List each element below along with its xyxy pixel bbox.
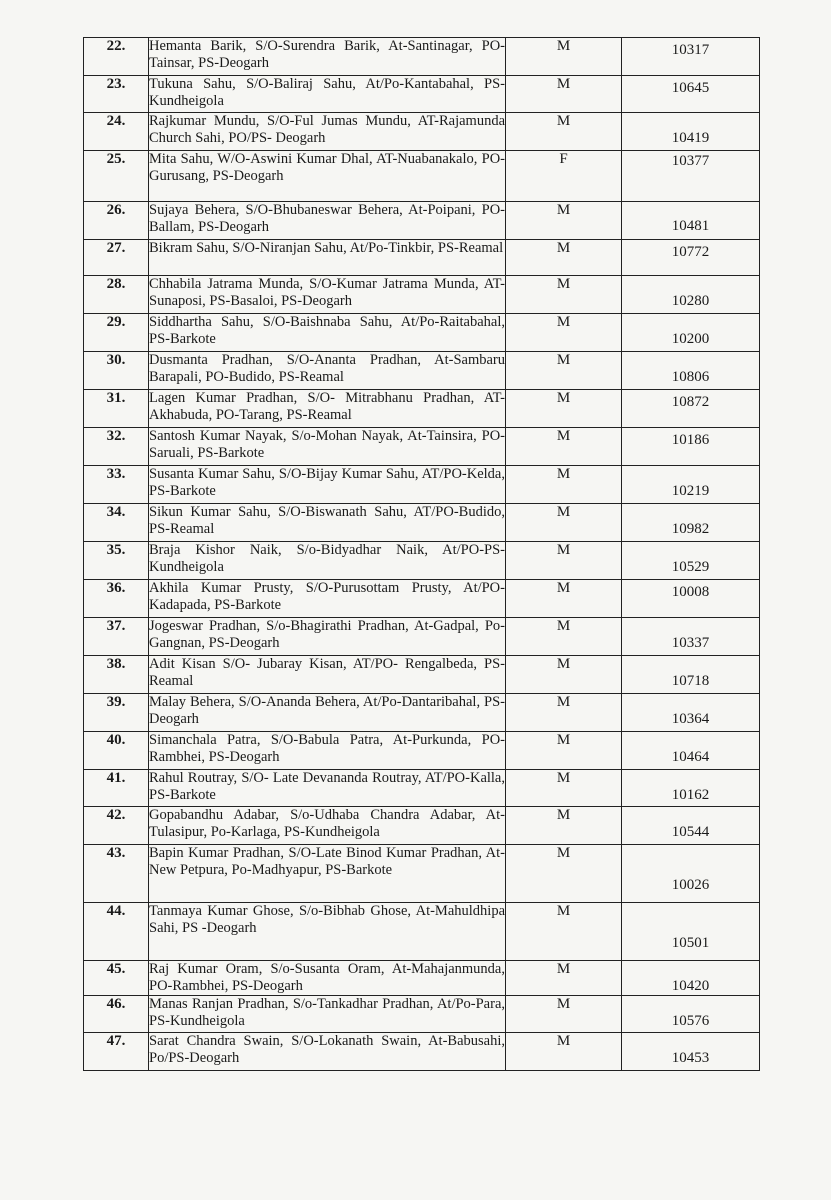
name-address-cell: Sikun Kumar Sahu, S/O-Biswanath Sahu, AT/PO-Budido, PS-Reamal — [149, 504, 506, 542]
serial-number-cell: 29. — [84, 314, 149, 352]
serial-number-cell: 37. — [84, 618, 149, 656]
serial-number-cell: 42. — [84, 807, 149, 845]
registration-number-cell: 10544 — [622, 807, 760, 845]
sex-cell: M — [506, 903, 622, 961]
registration-number-cell: 10026 — [622, 845, 760, 903]
serial-number-cell: 45. — [84, 961, 149, 996]
serial-number-cell: 26. — [84, 202, 149, 240]
name-address-cell: Malay Behera, S/O-Ananda Behera, At/Po-Dantaribahal, PS-Deogarh — [149, 694, 506, 732]
serial-number-cell: 43. — [84, 845, 149, 903]
name-address-cell: Bapin Kumar Pradhan, S/O-Late Binod Kumar Pradhan, At-New Petpura, Po-Madhyapur, PS-Barkote — [149, 845, 506, 903]
registration-number-cell: 10280 — [622, 276, 760, 314]
name-address-cell: Rajkumar Mundu, S/O-Ful Jumas Mundu, AT-Rajamunda Church Sahi, PO/PS- Deogarh — [149, 113, 506, 151]
sex-cell: M — [506, 807, 622, 845]
name-address-cell: Hemanta Barik, S/O-Surendra Barik, At-Santinagar, PO-Tainsar, PS-Deogarh — [149, 38, 506, 76]
registration-number-cell: 10806 — [622, 352, 760, 390]
sex-cell: M — [506, 504, 622, 542]
registration-number-cell: 10464 — [622, 732, 760, 770]
table-row — [84, 694, 760, 732]
name-address-cell: Simanchala Patra, S/O-Babula Patra, At-Purkunda, PO-Rambhei, PS-Deogarh — [149, 732, 506, 770]
registration-number-cell: 10529 — [622, 542, 760, 580]
table-row — [84, 240, 760, 276]
registration-number-cell: 10481 — [622, 202, 760, 240]
serial-number-cell: 27. — [84, 240, 149, 276]
sex-cell: M — [506, 961, 622, 996]
registration-number-cell: 10718 — [622, 656, 760, 694]
table-row — [84, 151, 760, 202]
table-row — [84, 770, 760, 807]
name-address-cell: Susanta Kumar Sahu, S/O-Bijay Kumar Sahu, AT/PO-Kelda, PS-Barkote — [149, 466, 506, 504]
table-row — [84, 428, 760, 466]
serial-number-cell: 23. — [84, 76, 149, 113]
sex-cell: F — [506, 151, 622, 202]
name-address-cell: Chhabila Jatrama Munda, S/O-Kumar Jatrama Munda, AT-Sunaposi, PS-Basaloi, PS-Deogarh — [149, 276, 506, 314]
name-address-cell: Santosh Kumar Nayak, S/o-Mohan Nayak, At-Tainsira, PO-Saruali, PS-Barkote — [149, 428, 506, 466]
registration-number-cell: 10420 — [622, 961, 760, 996]
registration-number-cell: 10162 — [622, 770, 760, 807]
serial-number-cell: 47. — [84, 1033, 149, 1071]
serial-number-cell: 39. — [84, 694, 149, 732]
table-row — [84, 618, 760, 656]
serial-number-cell: 31. — [84, 390, 149, 428]
sex-cell: M — [506, 113, 622, 151]
registration-number-cell: 10501 — [622, 903, 760, 961]
sex-cell: M — [506, 38, 622, 76]
table-row — [84, 542, 760, 580]
roster-table — [83, 37, 760, 1071]
name-address-cell: Tanmaya Kumar Ghose, S/o-Bibhab Ghose, At-Mahuldhipa Sahi, PS -Deogarh — [149, 903, 506, 961]
registration-number-cell: 10419 — [622, 113, 760, 151]
table-row — [84, 807, 760, 845]
name-address-cell: Dusmanta Pradhan, S/O-Ananta Pradhan, At-Sambaru Barapali, PO-Budido, PS-Reamal — [149, 352, 506, 390]
sex-cell: M — [506, 656, 622, 694]
name-address-cell: Bikram Sahu, S/O-Niranjan Sahu, At/Po-Tinkbir, PS-Reamal — [149, 240, 506, 276]
table-row — [84, 903, 760, 961]
table-row — [84, 466, 760, 504]
sex-cell: M — [506, 352, 622, 390]
sex-cell: M — [506, 428, 622, 466]
name-address-cell: Akhila Kumar Prusty, S/O-Purusottam Prusty, At/PO-Kadapada, PS-Barkote — [149, 580, 506, 618]
registration-number-cell: 10453 — [622, 1033, 760, 1071]
serial-number-cell: 28. — [84, 276, 149, 314]
serial-number-cell: 22. — [84, 38, 149, 76]
serial-number-cell: 46. — [84, 996, 149, 1033]
name-address-cell: Adit Kisan S/O- Jubaray Kisan, AT/PO- Rengalbeda, PS- Reamal — [149, 656, 506, 694]
serial-number-cell: 34. — [84, 504, 149, 542]
name-address-cell: Braja Kishor Naik, S/o-Bidyadhar Naik, At/PO-PS-Kundheigola — [149, 542, 506, 580]
name-address-cell: Tukuna Sahu, S/O-Baliraj Sahu, At/Po-Kantabahal, PS-Kundheigola — [149, 76, 506, 113]
name-address-cell: Siddhartha Sahu, S/O-Baishnaba Sahu, At/Po-Raitabahal, PS-Barkote — [149, 314, 506, 352]
table-row — [84, 580, 760, 618]
sex-cell: M — [506, 202, 622, 240]
table-row — [84, 504, 760, 542]
sex-cell: M — [506, 466, 622, 504]
registration-number-cell: 10645 — [622, 76, 760, 113]
registration-number-cell: 10982 — [622, 504, 760, 542]
serial-number-cell: 40. — [84, 732, 149, 770]
table-row — [84, 276, 760, 314]
registration-number-cell: 10872 — [622, 390, 760, 428]
roster-body — [84, 38, 760, 1071]
sex-cell: M — [506, 1033, 622, 1071]
name-address-cell: Mita Sahu, W/O-Aswini Kumar Dhal, AT-Nuabanakalo, PO-Gurusang, PS-Deogarh — [149, 151, 506, 202]
registration-number-cell: 10337 — [622, 618, 760, 656]
serial-number-cell: 33. — [84, 466, 149, 504]
serial-number-cell: 24. — [84, 113, 149, 151]
table-row — [84, 76, 760, 113]
sex-cell: M — [506, 996, 622, 1033]
serial-number-cell: 44. — [84, 903, 149, 961]
name-address-cell: Manas Ranjan Pradhan, S/o-Tankadhar Pradhan, At/Po-Para, PS-Kundheigola — [149, 996, 506, 1033]
registration-number-cell: 10008 — [622, 580, 760, 618]
sex-cell: M — [506, 845, 622, 903]
sex-cell: M — [506, 618, 622, 656]
registration-number-cell: 10364 — [622, 694, 760, 732]
table-row — [84, 1033, 760, 1071]
registration-number-cell: 10317 — [622, 38, 760, 76]
serial-number-cell: 38. — [84, 656, 149, 694]
name-address-cell: Jogeswar Pradhan, S/o-Bhagirathi Pradhan, At-Gadpal, Po-Gangnan, PS-Deogarh — [149, 618, 506, 656]
sex-cell: M — [506, 390, 622, 428]
serial-number-cell: 32. — [84, 428, 149, 466]
name-address-cell: Raj Kumar Oram, S/o-Susanta Oram, At-Mahajanmunda, PO-Rambhei, PS-Deogarh — [149, 961, 505, 994]
table-row — [84, 390, 760, 428]
sex-cell: M — [506, 770, 622, 807]
serial-number-cell: 30. — [84, 352, 149, 390]
name-address-cell: Sujaya Behera, S/O-Bhubaneswar Behera, At-Poipani, PO-Ballam, PS-Deogarh — [149, 202, 506, 240]
table-row — [84, 656, 760, 694]
registration-number-cell: 10200 — [622, 314, 760, 352]
sex-cell: M — [506, 580, 622, 618]
name-address-cell: Sarat Chandra Swain, S/O-Lokanath Swain, At-Babusahi, Po/PS-Deogarh — [149, 1033, 506, 1071]
name-address-cell: Gopabandhu Adabar, S/o-Udhaba Chandra Adabar, At-Tulasipur, Po-Karlaga, PS-Kundheigola — [149, 807, 506, 845]
table-row — [84, 961, 760, 996]
serial-number-cell: 36. — [84, 580, 149, 618]
table-row — [84, 996, 760, 1033]
table-row — [84, 314, 760, 352]
registration-number-cell: 10186 — [622, 428, 760, 466]
sex-cell: M — [506, 76, 622, 113]
sex-cell: M — [506, 694, 622, 732]
sex-cell: M — [506, 276, 622, 314]
sex-cell: M — [506, 542, 622, 580]
name-address-cell: Rahul Routray, S/O- Late Devananda Routray, AT/PO-Kalla, PS-Barkote — [149, 770, 506, 807]
sex-cell: M — [506, 314, 622, 352]
registration-number-cell: 10576 — [622, 996, 760, 1033]
table-row — [84, 202, 760, 240]
sex-cell: M — [506, 732, 622, 770]
table-row — [84, 352, 760, 390]
serial-number-cell: 25. — [84, 151, 149, 202]
registration-number-cell: 10219 — [622, 466, 760, 504]
serial-number-cell: 41. — [84, 770, 149, 807]
table-row — [84, 845, 760, 903]
registration-number-cell: 10772 — [622, 240, 760, 276]
table-row — [84, 113, 760, 151]
serial-number-cell: 35. — [84, 542, 149, 580]
name-address-cell: Lagen Kumar Pradhan, S/O- Mitrabhanu Pradhan, AT-Akhabuda, PO-Tarang, PS-Reamal — [149, 390, 506, 428]
registration-number-cell: 10377 — [622, 151, 760, 202]
table-row — [84, 38, 760, 76]
table-row — [84, 732, 760, 770]
sex-cell: M — [506, 240, 622, 276]
